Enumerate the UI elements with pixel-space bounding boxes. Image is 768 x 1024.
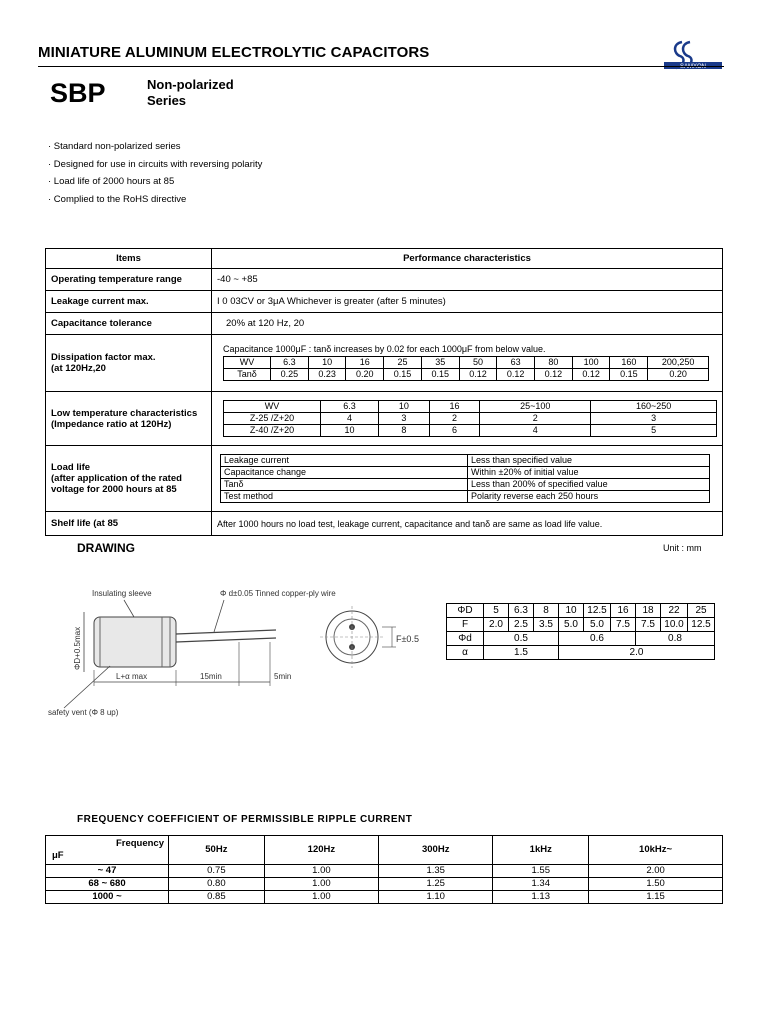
table-cell: 0.23 (308, 369, 346, 381)
table-cell: 0.85 (169, 891, 265, 904)
table-cell: 160~250 (591, 401, 717, 413)
lead-wire (176, 630, 276, 634)
dissipation-table (223, 356, 709, 381)
spec-table (45, 248, 723, 536)
leader-line (124, 600, 134, 617)
dissipation-label (46, 335, 212, 392)
table-cell: 25 (384, 357, 422, 369)
table-cell: 12.5 (584, 604, 611, 618)
table-cell: α (447, 646, 484, 660)
table-cell: 2 (429, 413, 480, 425)
table-cell: 5 (484, 604, 509, 618)
table-row (46, 891, 723, 904)
table-row (447, 618, 715, 632)
table-cell: 100 (572, 357, 610, 369)
low-temp-label-line2: (Impedance ratio at 120Hz) (51, 418, 172, 430)
table-cell: 2.0 (559, 646, 715, 660)
lead-15min-label: 15min (200, 672, 222, 681)
table-cell: 10 (308, 357, 346, 369)
table-row (447, 632, 715, 646)
corner-frequency: Frequency (115, 838, 164, 849)
series-name (147, 77, 234, 109)
low-temp-label (46, 392, 212, 446)
feature-item: · Standard non-polarized series (48, 141, 181, 152)
table-cell: Within ±20% of initial value (468, 467, 710, 479)
table-cell: 12.5 (688, 618, 715, 632)
load-life-label (46, 446, 212, 512)
spec-header-items: Items (46, 249, 212, 269)
table-cell: WV (224, 401, 321, 413)
table-row (221, 467, 710, 479)
shelf-life-label: Shelf life (at 85 (46, 512, 212, 536)
table-cell: 160 (610, 357, 648, 369)
table-cell: 50Hz (169, 836, 265, 865)
table-cell: 1.55 (493, 865, 589, 878)
table-cell: 3 (591, 413, 717, 425)
table-cell: 10 (321, 425, 379, 437)
table-row (221, 479, 710, 491)
document-title: MINIATURE ALUMINUM ELECTROLYTIC CAPACITORS (38, 44, 430, 61)
table-cell: 1.35 (379, 865, 493, 878)
table-cell: 0.80 (169, 878, 265, 891)
table-cell: 1000 ~ (46, 891, 169, 904)
f-label: F±0.5 (396, 634, 419, 644)
table-cell: Tanδ (221, 479, 468, 491)
leakage-value: I 0 03CV or 3μA Whichever is greater (after 5 minutes) (212, 291, 723, 313)
table-cell: 7.5 (611, 618, 636, 632)
table-cell: 1.34 (493, 878, 589, 891)
table-cell: Tanδ (224, 369, 271, 381)
ripple-title: FREQUENCY COEFFICIENT OF PERMISSIBLE RIPPLE CURRENT (77, 814, 413, 825)
dissipation-note: Capacitance 1000μF : tanδ increases by 0.02 for each 1000μF from below value. (223, 344, 546, 354)
load-life-label-line3: voltage for 2000 hours at 85 (51, 484, 177, 495)
table-cell: 2.00 (589, 865, 723, 878)
table-cell: 1.00 (264, 865, 378, 878)
table-row (221, 455, 710, 467)
lead-wire (176, 638, 276, 642)
ripple-corner-cell (46, 836, 169, 865)
low-temp-wv-row (224, 401, 717, 413)
table-cell: 18 (636, 604, 661, 618)
series-name-line1: Non-polarized (147, 77, 234, 92)
table-cell: 4 (480, 425, 591, 437)
vent-label: safety vent (Φ 8 up) (48, 708, 119, 717)
dissipation-label-line1: Dissipation factor max. (51, 352, 156, 363)
length-label: L+α max (116, 672, 148, 681)
table-cell: 10 (559, 604, 584, 618)
table-cell: Capacitance change (221, 467, 468, 479)
table-cell: 10.0 (661, 618, 688, 632)
sleeve-label: Insulating sleeve (92, 589, 152, 598)
wire-label: Φ d±0.05 Tinned copper-ply wire (220, 589, 336, 598)
table-cell: 6.3 (321, 401, 379, 413)
table-cell: 5 (591, 425, 717, 437)
table-cell: 22 (661, 604, 688, 618)
feature-item: · Designed for use in circuits with reversing polarity (48, 158, 263, 170)
table-cell: 1.00 (264, 891, 378, 904)
table-row (447, 646, 715, 660)
capacitor-body (94, 617, 176, 667)
table-cell: 4 (321, 413, 379, 425)
table-cell: 0.12 (572, 369, 610, 381)
table-cell: ΦD (447, 604, 484, 618)
table-cell: 1.25 (379, 878, 493, 891)
load-life-table (220, 454, 710, 503)
dissipation-label-line2: (at 120Hz,20 (51, 363, 106, 374)
table-cell: 0.12 (459, 369, 497, 381)
low-temp-label-line1: Low temperature characteristics (51, 407, 198, 419)
table-cell: 0.12 (535, 369, 573, 381)
table-cell: ~ 47 (46, 865, 169, 878)
table-cell: 1.50 (589, 878, 723, 891)
table-cell: WV (224, 357, 271, 369)
low-temp-z40-row (224, 425, 717, 437)
corner-uf: μF (52, 850, 64, 861)
shelf-life-value: After 1000 hours no load test, leakage current, capacitance and tanδ are same as load life value. (212, 512, 723, 536)
table-cell: 2 (480, 413, 591, 425)
dissipation-cell (212, 335, 723, 392)
table-cell: 10 (379, 401, 430, 413)
lead-5min-label: 5min (274, 672, 292, 681)
table-row (46, 836, 723, 865)
table-cell: 6.3 (509, 604, 534, 618)
table-cell: Leakage current (221, 455, 468, 467)
table-cell: 6.3 (271, 357, 309, 369)
table-cell: Polarity reverse each 250 hours (468, 491, 710, 503)
table-cell: Z-25 /Z+20 (224, 413, 321, 425)
op-temp-value: -40 ~ +85 (212, 269, 723, 291)
low-temp-table (223, 400, 717, 437)
table-row (46, 865, 723, 878)
table-cell: 5.0 (584, 618, 611, 632)
table-cell: 50 (459, 357, 497, 369)
table-cell: 16 (429, 401, 480, 413)
drawing-title: DRAWING (77, 541, 135, 555)
diameter-label: ΦD+0.5max (73, 626, 82, 670)
feature-list (48, 138, 262, 208)
low-temp-cell (212, 392, 723, 446)
table-row (447, 604, 715, 618)
table-cell: 1.15 (589, 891, 723, 904)
table-cell: Less than 200% of specified value (468, 479, 710, 491)
leader-line (64, 666, 110, 708)
table-cell: 6 (429, 425, 480, 437)
table-cell: 300Hz (379, 836, 493, 865)
dissipation-wv-row (224, 357, 709, 369)
table-cell: 35 (421, 357, 459, 369)
table-cell: 8 (534, 604, 559, 618)
table-cell: 0.20 (346, 369, 384, 381)
table-cell: 0.25 (271, 369, 309, 381)
table-row (221, 491, 710, 503)
table-cell: 1kHz (493, 836, 589, 865)
table-cell: Less than specified value (468, 455, 710, 467)
table-cell: F (447, 618, 484, 632)
table-cell: 120Hz (264, 836, 378, 865)
table-cell: 7.5 (636, 618, 661, 632)
spec-header-performance: Performance characteristics (212, 249, 723, 269)
table-cell: 68 ~ 680 (46, 878, 169, 891)
table-cell: 25~100 (480, 401, 591, 413)
table-cell: 10kHz~ (589, 836, 723, 865)
table-cell: 0.20 (648, 369, 709, 381)
table-cell: 3.5 (534, 618, 559, 632)
table-cell: 0.6 (559, 632, 636, 646)
low-temp-z25-row (224, 413, 717, 425)
table-cell: 2.5 (509, 618, 534, 632)
leader-line (214, 600, 224, 632)
table-cell: Z-40 /Z+20 (224, 425, 321, 437)
table-cell: Test method (221, 491, 468, 503)
table-cell: 0.8 (636, 632, 715, 646)
table-cell: 1.5 (484, 646, 559, 660)
table-cell: 1.13 (493, 891, 589, 904)
brand-logo-text: SAMXON (679, 64, 707, 70)
table-cell: 16 (611, 604, 636, 618)
table-cell: 63 (497, 357, 535, 369)
unit-label: Unit : mm (663, 543, 702, 553)
load-life-label-line1: Load life (51, 462, 91, 473)
table-cell: 0.12 (497, 369, 535, 381)
table-row (46, 878, 723, 891)
table-cell: 16 (346, 357, 384, 369)
capacitor-drawing (44, 582, 444, 722)
series-name-line2: Series (147, 93, 187, 108)
table-cell: 8 (379, 425, 430, 437)
header-rule (38, 66, 724, 67)
table-cell: 1.10 (379, 891, 493, 904)
dissipation-tan-row (224, 369, 709, 381)
load-life-cell (212, 446, 723, 512)
table-cell: 25 (688, 604, 715, 618)
series-code: SBP (50, 78, 106, 108)
table-cell: 0.15 (610, 369, 648, 381)
table-cell: 2.0 (484, 618, 509, 632)
table-cell: 0.5 (484, 632, 559, 646)
leakage-label: Leakage current max. (46, 291, 212, 313)
table-cell: 0.15 (421, 369, 459, 381)
table-cell: 0.15 (384, 369, 422, 381)
table-cell: 80 (535, 357, 573, 369)
cap-tol-label: Capacitance tolerance (46, 313, 212, 335)
table-cell: 200,250 (648, 357, 709, 369)
load-life-label-line2: (after application of the rated (51, 473, 182, 484)
ripple-table (45, 835, 723, 904)
table-cell: 5.0 (559, 618, 584, 632)
table-cell: 0.75 (169, 865, 265, 878)
table-cell: 3 (379, 413, 430, 425)
dimension-table (446, 603, 715, 660)
feature-item: · Load life of 2000 hours at 85 (48, 176, 175, 187)
feature-item: · Complied to the RoHS directive (48, 193, 187, 205)
op-temp-label: Operating temperature range (46, 269, 212, 291)
table-cell: Φd (447, 632, 484, 646)
table-cell: 1.00 (264, 878, 378, 891)
cap-tol-value: 20% at 120 Hz, 20 (212, 313, 723, 335)
